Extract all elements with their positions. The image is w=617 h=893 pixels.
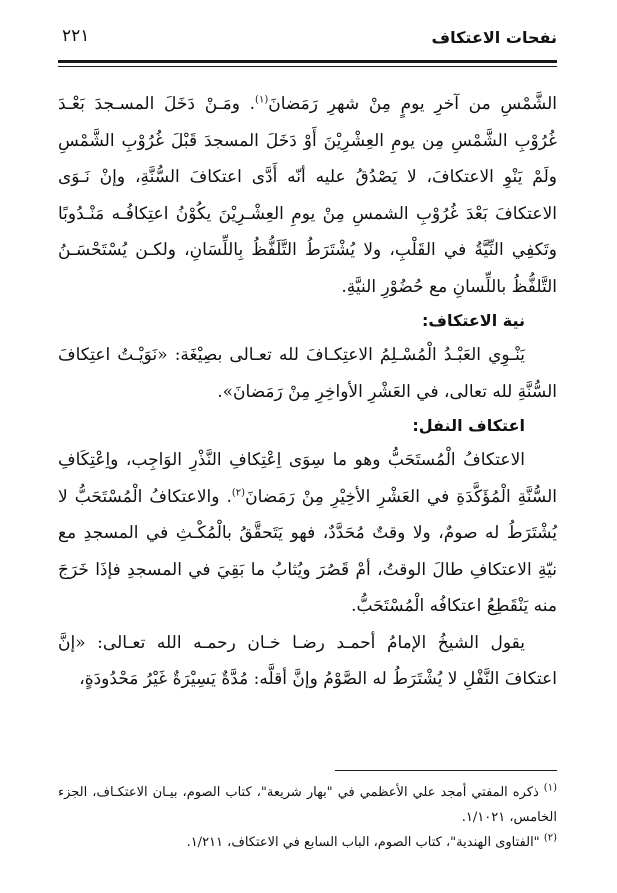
paragraph-1: الشَّمْسِ من آخرِ يومٍ مِنْ شهرِ رَمَضانَ$^{(١)}$. ومَـنْ دَخَلَ المسـجدَ بَعْـدَ غُرُوْبِ الشَّمْسِ مِن يومِ العِشْرِيْنَ أَوْ دَخَلَ المسجدَ قَبْلَ غُرُوْبِ الشَّمْسِ ولَمْ يَنْوِ الاعتكافَ، لا يَصْدُقُ عليه أنّه أَدَّى اعتكافَ السُّنَّةِ، وإنْ نَـوَى الاعتكافَ بَعْدَ غُرُوْبِ الشمسِ مِنْ يومِ العِشْـرِيْنَ يكُوْنُ اعتِكافُـه مَنْـدُوبًا وتَكفِي النِّيَّةُ في القَلْبِ، ولا يُشْتَرَطُ التَّلَفُّظُ بِاللِّسَانِ، ولكـن يُسْتَحْسَـنُ التَّلفُّظُ باللِّسانِ مع حُضُوْرِ النيَّةِ. [58, 94, 557, 297]
footnote-1: $^{(١)}$ ذكره المفتي أمجد علي الأعظمي في "بهار شريعة"، كتاب الصوم، بيـان الاعتكـاف، الجزء الخامس، ١/١٠٢١. [58, 782, 557, 825]
header-rule-thick [58, 60, 557, 63]
footnotes [58, 780, 557, 855]
paragraph-4: يقول الشيخُ الإمامُ أحمـد رضـا خـان رحمـه الله تعـالى: «إنَّ اعتكافَ النَّفْلِ لا يُشْتَرَطُ له الصَّوْمُ وإنَّ أقلَّه: مُدَّةٌ يَسِيْرَةٌ غَيْرُ مَحْدُودَةٍ، [58, 632, 557, 689]
running-header [58, 26, 557, 58]
paragraph-2: يَنْـوِي العَبْـدُ الْمُسْـلِمُ الاعتِكـافَ لله تعـالى بصِيْغَة: «نَوَيْـتُ اعتِكافَ السُّنَّةِ لله تعالى، في العَشْرِ الأواخِرِ مِنْ رَمَضانَ». [58, 345, 557, 402]
footnote-marker-2: (٢) [543, 832, 557, 844]
footnote-ref-1[interactable]: (١) [255, 94, 269, 106]
page-number: ٢٢١ [62, 26, 90, 46]
footnote-separator [335, 770, 557, 771]
footnote-ref-2[interactable]: (٢) [231, 486, 246, 498]
section-heading-voluntary-itikaf: اعتكاف النفل: [412, 416, 525, 435]
footnote-marker-1: (١) [543, 782, 557, 794]
header-rule-thin [58, 66, 557, 67]
running-title: نفحات الاعتكاف [431, 28, 557, 47]
section-heading-intention: نية الاعتكاف: [422, 311, 525, 330]
main-text [58, 86, 557, 698]
footnote-2: $^{(٢)}$ "الفتاوى الهندية"، كتاب الصوم، الباب السابع في الاعتكاف، ١/٢١١. [186, 832, 557, 850]
paragraph-3: الاعتكافُ الْمُستَحَبُّ وهو ما سِوَى اِعْتِكافِ النَّذْرِ الوَاجِب، واِعْتِكَافِ السُّنَّةِ الْمُؤَكَّدَةِ في العَشْرِ الأخِيْرِ مِنْ رَمَضانَ$^{(٢)}$. والاعتكافُ الْمُسْتَحَبُّ لا يُشْتَرَطُ له صومٌ، ولا وقتٌ مُحَدَّدٌ، فهو يَتَحقَّقُ بالْمُكْـثِ في المسجدِ مع نيّةِ الاعتكافِ طالَ الوقتُ، أمْ قَصُرَ ويُثابُ ما بَقِيَ في المسجدِ فإذَا خَرَجَ منه يَنْقَطِعُ اعتكافُه الْمُسْتَحَبُّ. [58, 450, 557, 616]
